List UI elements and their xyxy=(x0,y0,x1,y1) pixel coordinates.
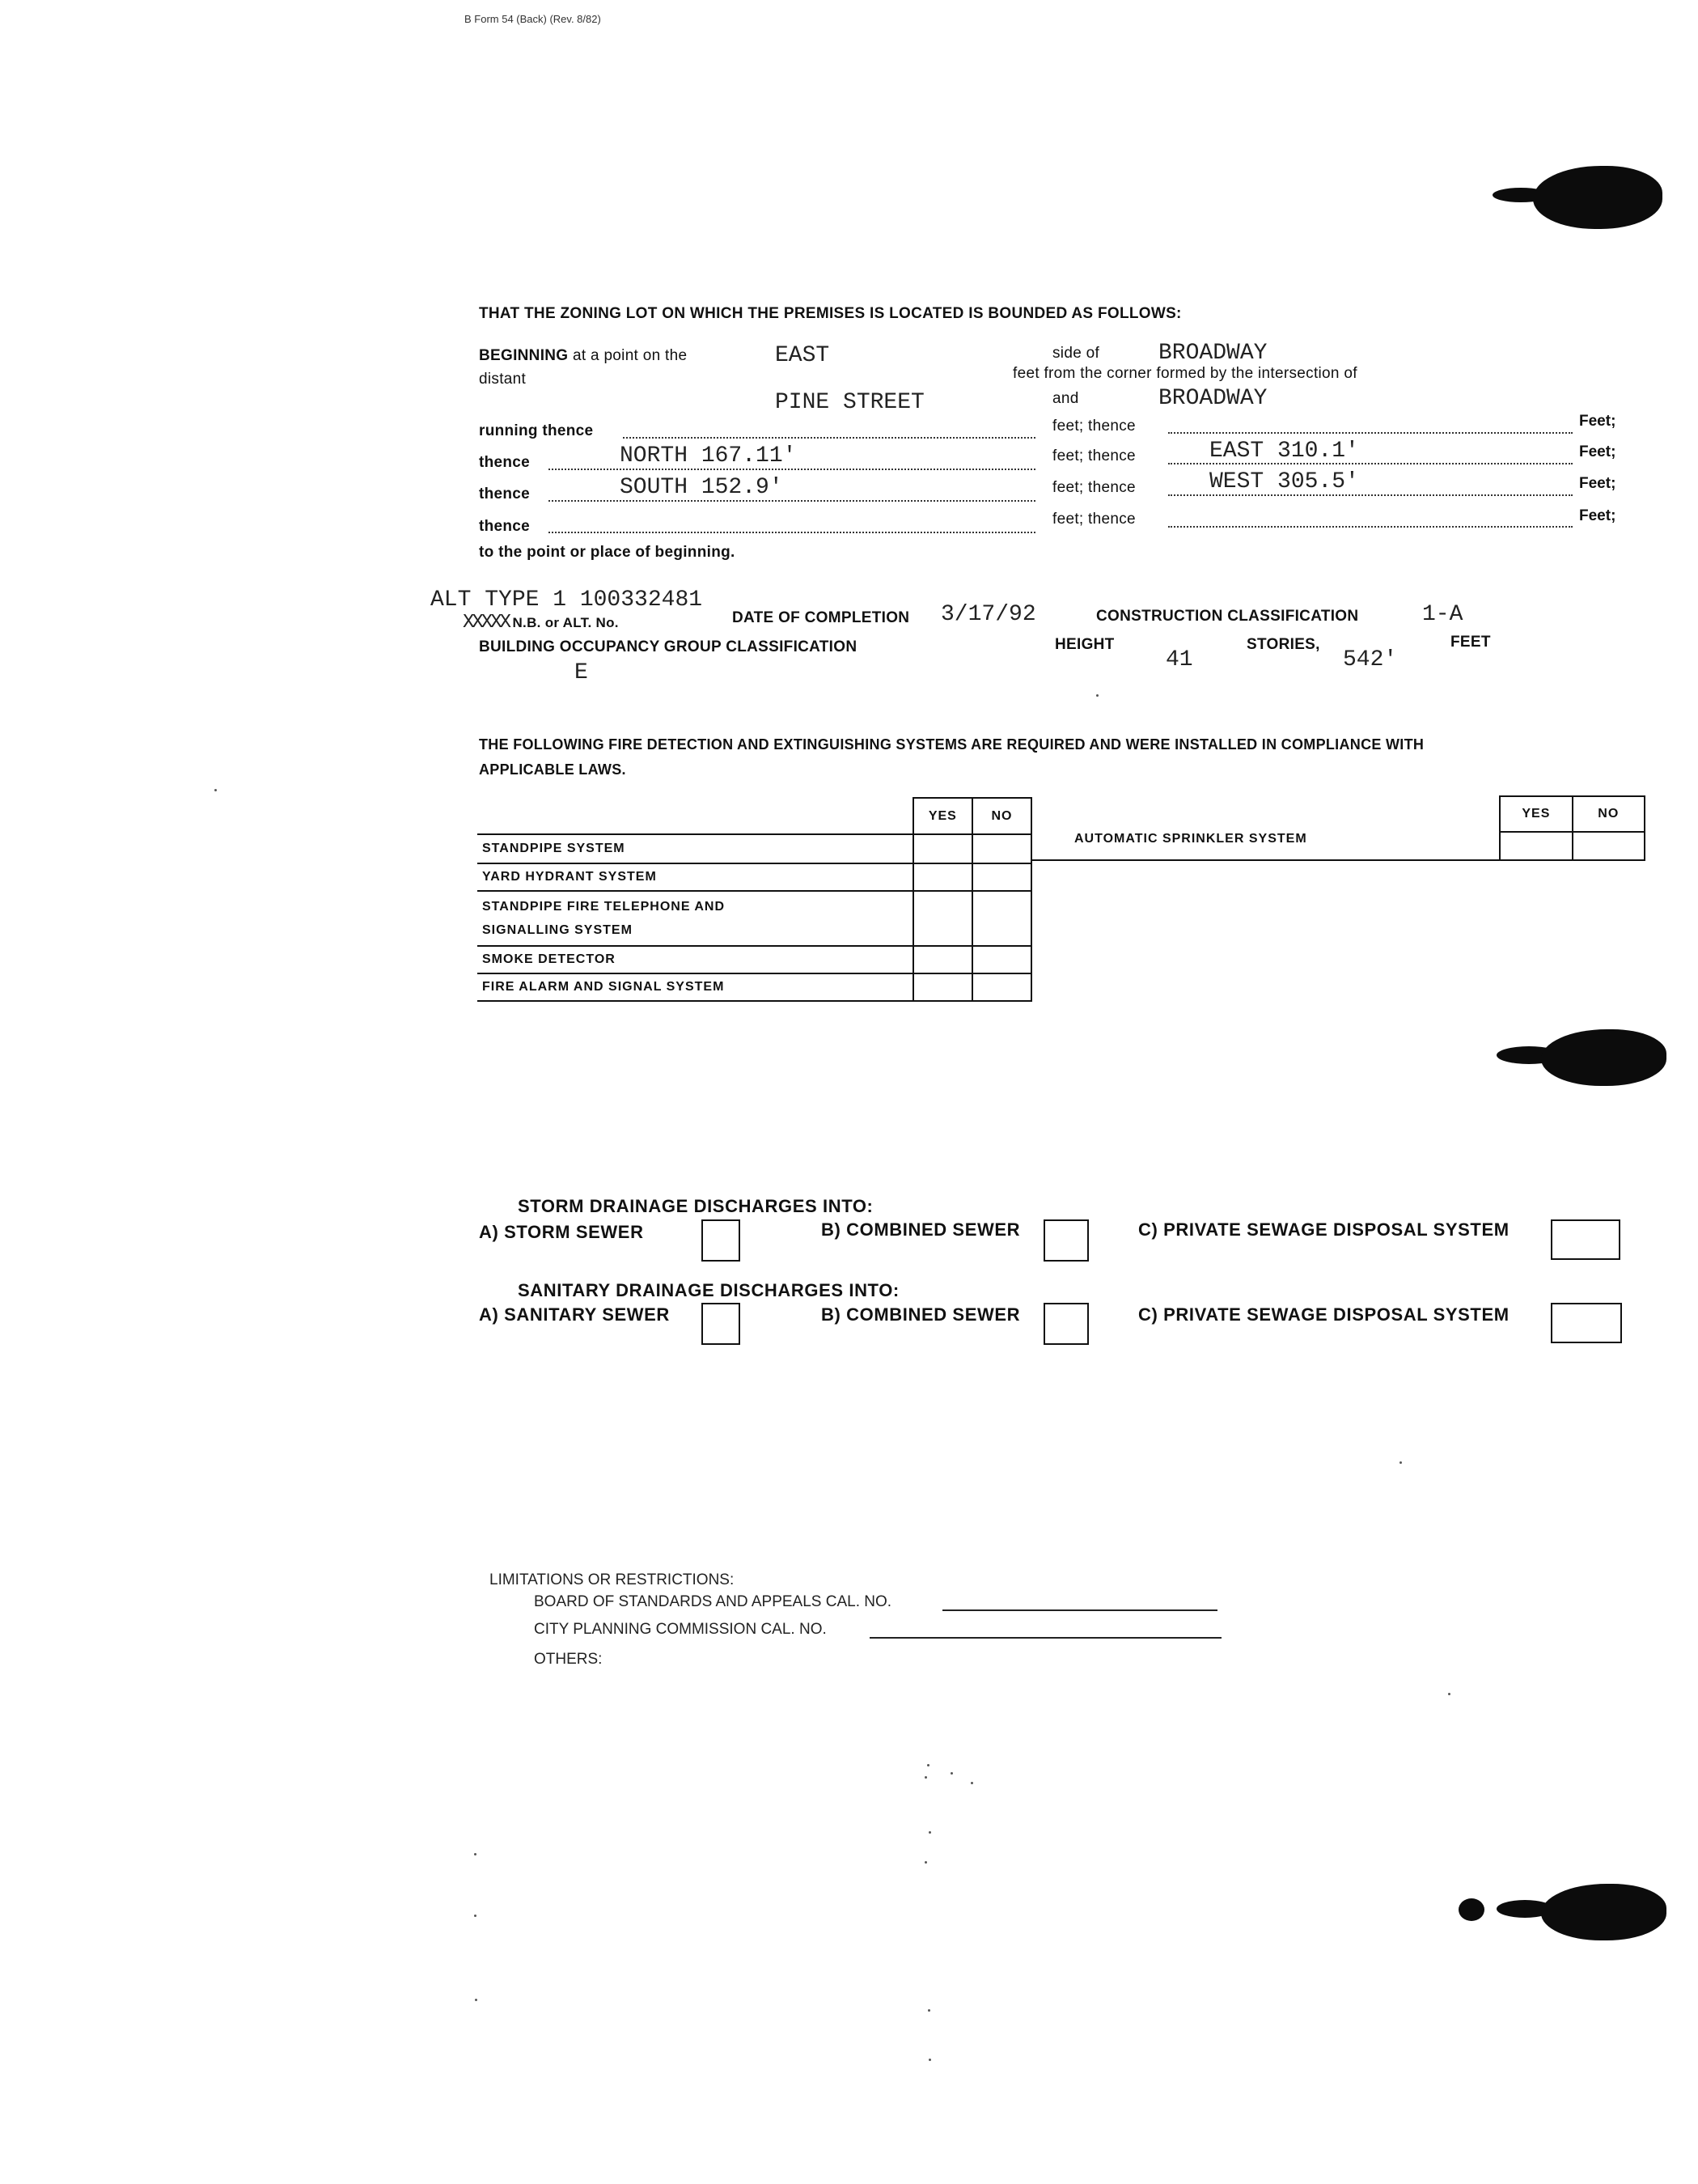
no-column-header: NO xyxy=(972,798,1031,834)
storm-private-disposal-checkbox[interactable] xyxy=(1551,1219,1620,1260)
beginning-label xyxy=(479,347,687,365)
yes-cell[interactable] xyxy=(913,863,972,891)
distant-label: distant xyxy=(479,371,527,388)
standpipe-telephone-line-2: SIGNALLING SYSTEM xyxy=(482,923,633,937)
and-label: and xyxy=(1052,390,1079,407)
yes-column-header: YES xyxy=(1500,796,1572,832)
yes-cell[interactable] xyxy=(1500,832,1572,860)
height-label: HEIGHT xyxy=(1055,636,1115,653)
bsa-cal-line xyxy=(942,1609,1217,1611)
side-of-label: side of xyxy=(1052,345,1100,362)
no-cell[interactable] xyxy=(972,834,1031,863)
feet-thence-label: feet; thence xyxy=(1052,479,1136,496)
alt-label-struck: XXXXX xyxy=(463,612,510,634)
side-of-value: BROADWAY xyxy=(1158,341,1268,366)
automatic-sprinkler-label: AUTOMATIC SPRINKLER SYSTEM xyxy=(1032,832,1500,860)
alt-number-label xyxy=(463,612,619,634)
no-column-header: NO xyxy=(1573,796,1645,832)
yard-hydrant-label: YARD HYDRANT SYSTEM xyxy=(477,863,913,891)
table-row xyxy=(477,946,1031,973)
sanitary-private-disposal-checkbox[interactable] xyxy=(1551,1303,1622,1343)
no-cell[interactable] xyxy=(972,973,1031,1001)
storm-option-a-label: A) STORM SEWER xyxy=(479,1222,644,1242)
bounds-right-value: EAST 310.1' xyxy=(1209,439,1359,464)
construction-classification-label: CONSTRUCTION CLASSIFICATION xyxy=(1096,608,1359,625)
standpipe-telephone-label xyxy=(477,891,913,946)
feet-end-label: Feet; xyxy=(1579,413,1616,430)
form-id: B Form 54 (Back) (Rev. 8/82) xyxy=(464,13,601,25)
standpipe-telephone-line-1: STANDPIPE FIRE TELEPHONE AND xyxy=(482,900,726,914)
beginning-suffix: at a point on the xyxy=(572,347,688,364)
sanitary-drainage-heading: SANITARY DRAINAGE DISCHARGES INTO: xyxy=(518,1280,900,1300)
feet-from-label: feet from the corner formed by the intersection of xyxy=(1013,365,1357,382)
intersection-street-1: PINE STREET xyxy=(775,390,925,415)
no-cell[interactable] xyxy=(972,946,1031,973)
intersection-street-2: BROADWAY xyxy=(1158,386,1268,411)
zoning-heading: THAT THE ZONING LOT ON WHICH THE PREMISES IS LOCATED IS BOUNDED AS FOLLOWS: xyxy=(479,305,1182,322)
table-header-row xyxy=(477,798,1031,834)
stories-value: 41 xyxy=(1166,647,1193,672)
no-cell[interactable] xyxy=(1573,832,1645,860)
storm-option-b-label: B) COMBINED SEWER xyxy=(821,1219,1021,1240)
fire-systems-heading: THE FOLLOWING FIRE DETECTION AND EXTINGUISHING SYSTEMS ARE REQUIRED AND WERE INSTALLED IN COMPLIANCE WITH xyxy=(479,736,1425,753)
others-label: OTHERS: xyxy=(534,1651,603,1668)
no-cell[interactable] xyxy=(972,891,1031,946)
height-feet-value: 542' xyxy=(1343,647,1398,672)
yes-cell[interactable] xyxy=(913,834,972,863)
construction-classification-value: 1-A xyxy=(1422,602,1463,627)
alt-number-typed: ALT TYPE 1 100332481 xyxy=(430,587,703,613)
limitations-heading: LIMITATIONS OR RESTRICTIONS: xyxy=(489,1571,735,1588)
yes-cell[interactable] xyxy=(913,973,972,1001)
sanitary-option-c-label: C) PRIVATE SEWAGE DISPOSAL SYSTEM xyxy=(1138,1304,1510,1325)
feet-end-label: Feet; xyxy=(1579,475,1616,492)
fire-systems-table-left xyxy=(477,797,1032,1002)
storm-sewer-checkbox[interactable] xyxy=(701,1219,740,1262)
cpc-cal-line xyxy=(870,1637,1222,1639)
date-of-completion-label: DATE OF COMPLETION xyxy=(732,609,910,626)
beginning-word: BEGINNING xyxy=(479,347,569,364)
fire-systems-table-right xyxy=(1032,795,1645,861)
bounds-right-value: WEST 305.5' xyxy=(1209,469,1359,494)
standpipe-system-label: STANDPIPE SYSTEM xyxy=(477,834,913,863)
feet-end-label: Feet; xyxy=(1579,507,1616,524)
feet-thence-label: feet; thence xyxy=(1052,447,1136,464)
table-row xyxy=(1032,832,1645,860)
yes-cell[interactable] xyxy=(913,891,972,946)
no-cell[interactable] xyxy=(972,863,1031,891)
alt-label: N.B. or ALT. No. xyxy=(512,615,619,630)
sanitary-combined-sewer-checkbox[interactable] xyxy=(1044,1303,1089,1345)
feet-thence-label: feet; thence xyxy=(1052,418,1136,435)
running-thence-label: running thence xyxy=(479,422,594,439)
bounds-left-value: SOUTH 152.9' xyxy=(620,475,783,500)
storm-combined-sewer-checkbox[interactable] xyxy=(1044,1219,1089,1262)
bsa-cal-label: BOARD OF STANDARDS AND APPEALS CAL. NO. xyxy=(534,1593,892,1610)
cpc-cal-label: CITY PLANNING COMMISSION CAL. NO. xyxy=(534,1621,827,1638)
fire-systems-heading-2: APPLICABLE LAWS. xyxy=(479,761,626,778)
table-header-row xyxy=(1032,796,1645,832)
table-row xyxy=(477,863,1031,891)
occupancy-classification-value: E xyxy=(574,660,588,685)
occupancy-classification-label: BUILDING OCCUPANCY GROUP CLASSIFICATION xyxy=(479,638,857,655)
fire-alarm-label: FIRE ALARM AND SIGNAL SYSTEM xyxy=(477,973,913,1001)
stories-label: STORIES, xyxy=(1247,636,1320,653)
feet-thence-label: feet; thence xyxy=(1052,511,1136,528)
feet-label: FEET xyxy=(1450,634,1491,651)
yes-cell[interactable] xyxy=(913,946,972,973)
sanitary-option-a-label: A) SANITARY SEWER xyxy=(479,1304,670,1325)
thence-label: thence xyxy=(479,454,531,471)
bounds-left-value: NORTH 167.11' xyxy=(620,443,797,469)
feet-end-label: Feet; xyxy=(1579,443,1616,460)
table-row xyxy=(477,973,1031,1001)
storm-option-c-label: C) PRIVATE SEWAGE DISPOSAL SYSTEM xyxy=(1138,1219,1510,1240)
table-row xyxy=(477,891,1031,946)
thence-label: thence xyxy=(479,518,531,535)
thence-label: thence xyxy=(479,486,531,503)
table-row xyxy=(477,834,1031,863)
beginning-side-value: EAST xyxy=(775,343,830,368)
smoke-detector-label: SMOKE DETECTOR xyxy=(477,946,913,973)
closing-text: to the point or place of beginning. xyxy=(479,544,735,561)
yes-column-header: YES xyxy=(913,798,972,834)
sanitary-sewer-checkbox[interactable] xyxy=(701,1303,740,1345)
sanitary-option-b-label: B) COMBINED SEWER xyxy=(821,1304,1021,1325)
date-of-completion-value: 3/17/92 xyxy=(941,602,1036,627)
storm-drainage-heading: STORM DRAINAGE DISCHARGES INTO: xyxy=(518,1196,874,1216)
